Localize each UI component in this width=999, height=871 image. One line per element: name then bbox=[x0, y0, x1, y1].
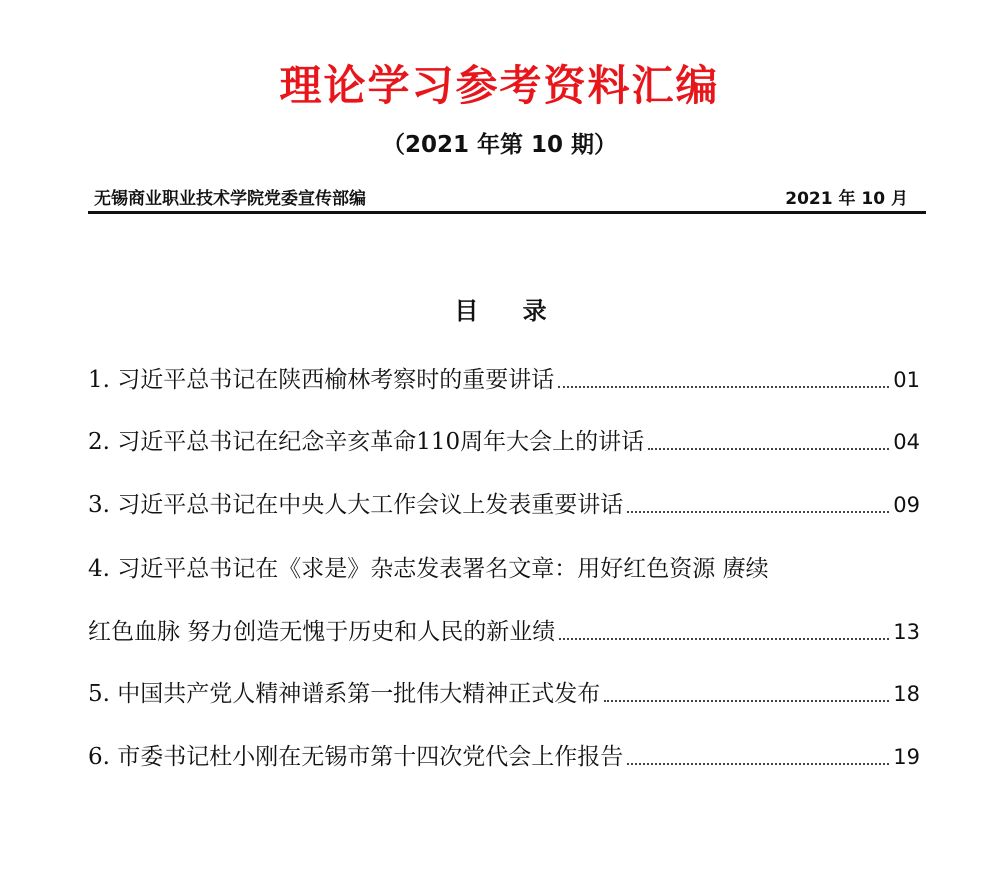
toc-item-title: 1. 习近平总书记在陕西榆林考察时的重要讲话 bbox=[88, 367, 555, 393]
issue-number: （2021 年第 10 期） bbox=[381, 132, 618, 158]
toc-item-page: 04 bbox=[893, 430, 920, 454]
toc-item-page: 01 bbox=[893, 368, 920, 392]
publication-date: 2021 年 10 月 bbox=[785, 189, 908, 209]
masthead-meta bbox=[92, 181, 922, 211]
publisher-label: 无锡商业职业技术学院党委宣传部编 bbox=[94, 189, 366, 209]
toc-leader-dots bbox=[558, 386, 889, 388]
toc-item-6[interactable] bbox=[88, 734, 920, 774]
toc-item-2[interactable] bbox=[88, 419, 920, 459]
toc-item-1[interactable] bbox=[88, 357, 920, 397]
header-divider bbox=[88, 211, 926, 214]
toc-item-4-continued[interactable] bbox=[88, 609, 920, 649]
toc-item-3[interactable] bbox=[88, 482, 920, 522]
toc-item-page: 13 bbox=[893, 620, 920, 644]
toc-item-title: 3. 习近平总书记在中央人大工作会议上发表重要讲话 bbox=[88, 492, 624, 518]
toc-leader-dots bbox=[559, 638, 889, 640]
toc-item-page: 09 bbox=[893, 493, 920, 517]
toc-item-title: 6. 市委书记杜小刚在无锡市第十四次党代会上作报告 bbox=[88, 744, 624, 770]
toc-item-page: 19 bbox=[893, 745, 920, 769]
toc-leader-dots bbox=[627, 763, 889, 765]
toc-item-title: 5. 中国共产党人精神谱系第一批伟大精神正式发布 bbox=[88, 681, 601, 707]
toc-leader-dots bbox=[627, 511, 889, 513]
toc-heading: 目 录 bbox=[454, 297, 565, 325]
toc-item-5[interactable] bbox=[88, 671, 920, 711]
toc-item-4[interactable] bbox=[88, 546, 920, 586]
toc-leader-dots bbox=[604, 700, 889, 702]
document-title: 理论学习参考资料汇编 bbox=[279, 61, 720, 110]
toc-item-title: 4. 习近平总书记在《求是》杂志发表署名文章：用好红色资源 赓续 bbox=[88, 556, 769, 582]
toc-item-title: 2. 习近平总书记在纪念辛亥革命110周年大会上的讲话 bbox=[88, 429, 645, 455]
toc-leader-dots bbox=[648, 448, 889, 450]
toc-item-page: 18 bbox=[893, 682, 920, 706]
toc-item-title-continued: 红色血脉 努力创造无愧于历史和人民的新业绩 bbox=[88, 619, 556, 645]
